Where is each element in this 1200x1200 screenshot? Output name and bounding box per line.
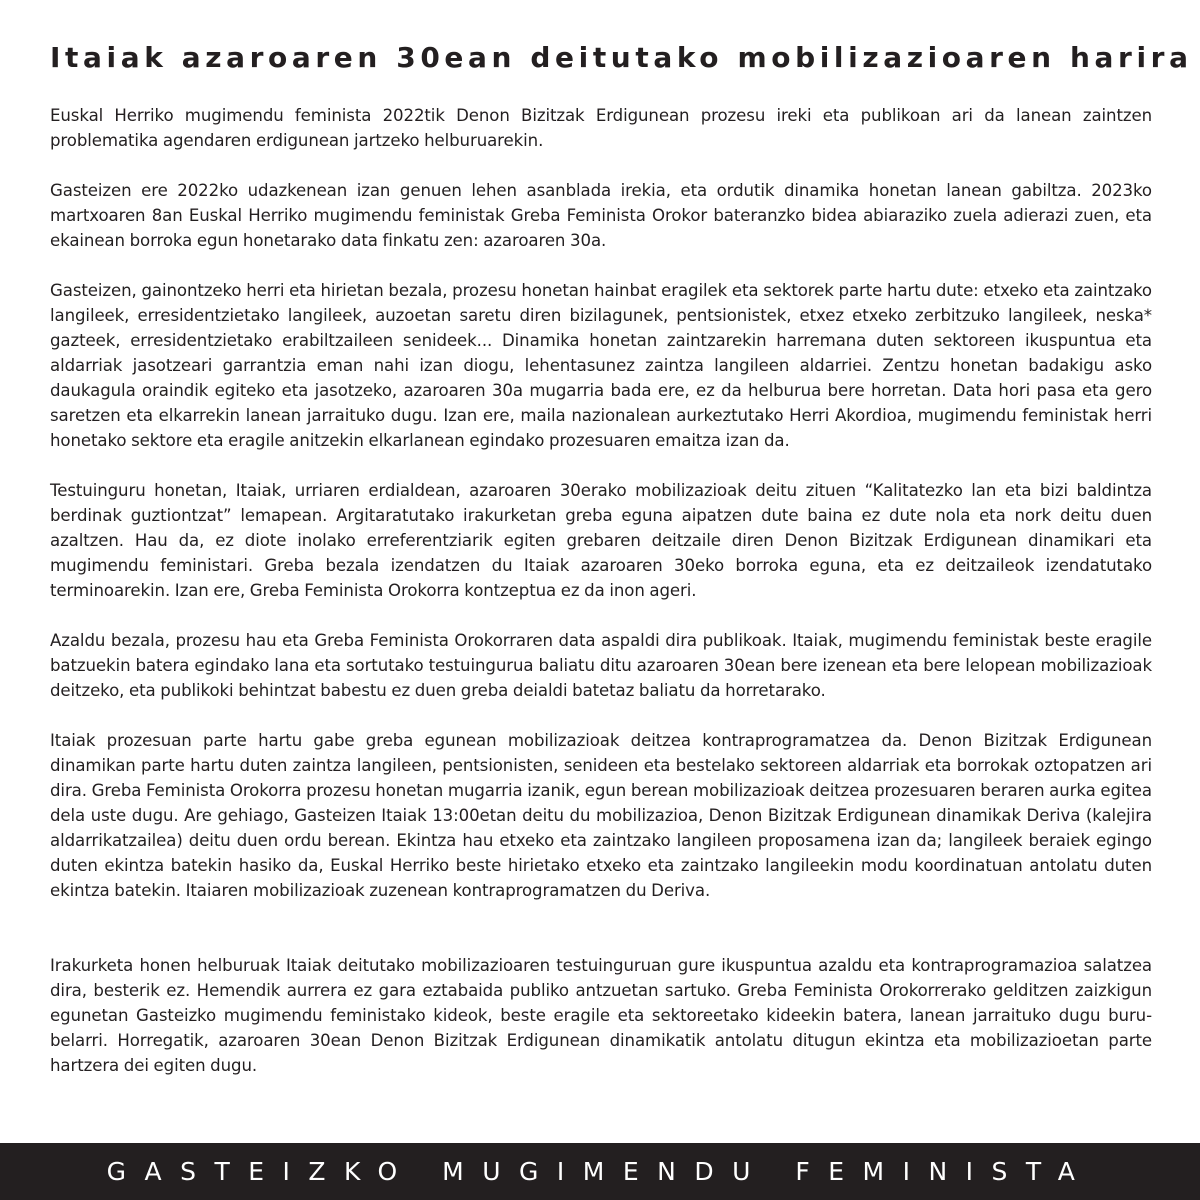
paragraph-3: Gasteizen, gainontzeko herri eta hirietan bezala, prozesu honetan hainbat eragilek eta sektorek parte hartu dute: etxeko eta zaintzako langileek, erresidentzietako langileek, auzoetan saretu diren bizilagunek, pentsionistek, etxez etxeko zerbitzuko langileek, neska* gazteek, erresidentzietako erabiltzaileen senideek... Dinamika honetan zaintzarekin harremana duten sektoreen ikuspuntua eta aldarriak jasotzeari garrantzia eman nahi izan diogu, lehentasunez zaintza langileen aldarriei. Zentzu honetan badakigu asko daukagula oraindik egiteko eta jasotzeko, azaroaren 30a mugarria bada ere, ez da helburua bere horretan. Data hori pasa eta gero saretzen eta elkarrekin lanean jarraituko dugu. Izan ere, maila nazionalean aurkeztutako Herri Akordioa, mugimendu feministak herri honetako sektore eta eragile anitzekin elkarlanean egindako prozesuaren emaitza izan da. bbox=[50, 281, 1152, 450]
statement-body bbox=[50, 103, 1152, 1103]
footer-signature: GASTEIZKO MUGIMENDU FEMINISTA bbox=[106, 1157, 1094, 1186]
paragraph-6: Itaiak prozesuan parte hartu gabe greba egunean mobilizazioak deitzea kontraprogramatzea da. Denon Bizitzak Erdigunean dinamikan parte hartu duten zaintza langileen, pentsionisten, senideen eta bestelako sektoreen aldarriak eta borrokak oztopatzen ari dira. Greba Feminista Orokorra prozesu honetan mugarria izanik, egun berean mobilizazioak deitzea prozesuaren beraren aurka egitea dela uste dugu. Are gehiago, Gasteizen Itaiak 13:00etan deitu du mobilizazioa, Denon Bizitzak Erdigunean dinamikak Deriva (kalejira aldarrikatzailea) deitu duen ordu berean. Ekintza hau etxeko eta zaintzako langileen proposamena izan da; langileek beraiek egingo duten ekintza batekin hasiko da, Euskal Herriko beste hirietako etxeko eta zaintzako langileekin modu koordinatuan antolatu duten ekintza batekin. Itaiaren mobilizazioak zuzenean kontraprogramatzen du Deriva. bbox=[50, 731, 1152, 900]
paragraph-4: Testuinguru honetan, Itaiak, urriaren erdialdean, azaroaren 30erako mobilizazioak deitu zituen “Kalitatezko lan eta bizi baldintza berdinak guztiontzat” lemapean. Argitaratutako irakurketan greba eguna aipatzen dute baina ez dute nola eta nork deitu duen azaltzen. Hau da, ez diote inolako erreferentziarik egiten grebaren deitzaile diren Denon Bizitzak Erdigunean dinamikari eta mugimendu feministari. Greba bezala izendatzen du Itaiak azaroaren 30eko borroka eguna, eta ez deitzaileok izendatutako terminoarekin. Izan ere, Greba Feminista Orokorra kontzeptua ez da inon ageri. bbox=[50, 481, 1152, 600]
footer-banner bbox=[0, 1143, 1200, 1200]
paragraph-7: Irakurketa honen helburuak Itaiak deitutako mobilizazioaren testuinguruan gure ikuspuntua azaldu eta kontraprogramazioa salatzea dira, besterik ez. Hemendik aurrera ez gara eztabaida publiko antzuetan sartuko. Greba Feminista Orokorrerako gelditzen zaizkigun egunetan Gasteizko mugimendu feministako kideok, beste eragile eta sektoreetako kideekin batera, lanean jarraituko dugu buru-belarri. Horregatik, azaroaren 30ean Denon Bizitzak Erdigunean dinamikatik antolatu ditugun ekintza eta mobilizazioetan parte hartzera dei egiten dugu. bbox=[50, 956, 1152, 1075]
paragraph-5: Azaldu bezala, prozesu hau eta Greba Feminista Orokorraren data aspaldi dira publikoak. Itaiak, mugimendu feministak beste eragile batzuekin batera egindako lana eta sortutako testuingurua baliatu ditu azaroaren 30ean bere izenean eta bere lelopean mobilizazioak deitzeko, eta publikoki behintzat babestu ez duen greba deialdi batetaz baliatu da horretarako. bbox=[50, 631, 1152, 700]
paragraph-1: Euskal Herriko mugimendu feminista 2022tik Denon Bizitzak Erdigunean prozesu ireki eta publikoan ari da lanean zaintzen problematika agendaren erdigunean jartzeko helburuarekin. bbox=[50, 106, 1152, 150]
page-title: Itaiak azaroaren 30ean deitutako mobilizazioaren harira bbox=[50, 41, 1193, 74]
paragraph-2: Gasteizen ere 2022ko udazkenean izan genuen lehen asanblada irekia, eta ordutik dinamika honetan lanean gabiltza. 2023ko martxoaren 8an Euskal Herriko mugimendu feministak Greba Feminista Orokor bateranzko bidea abiaraziko zuela adierazi zuen, eta ekainean borroka egun honetarako data finkatu zen: azaroaren 30a. bbox=[50, 181, 1152, 250]
